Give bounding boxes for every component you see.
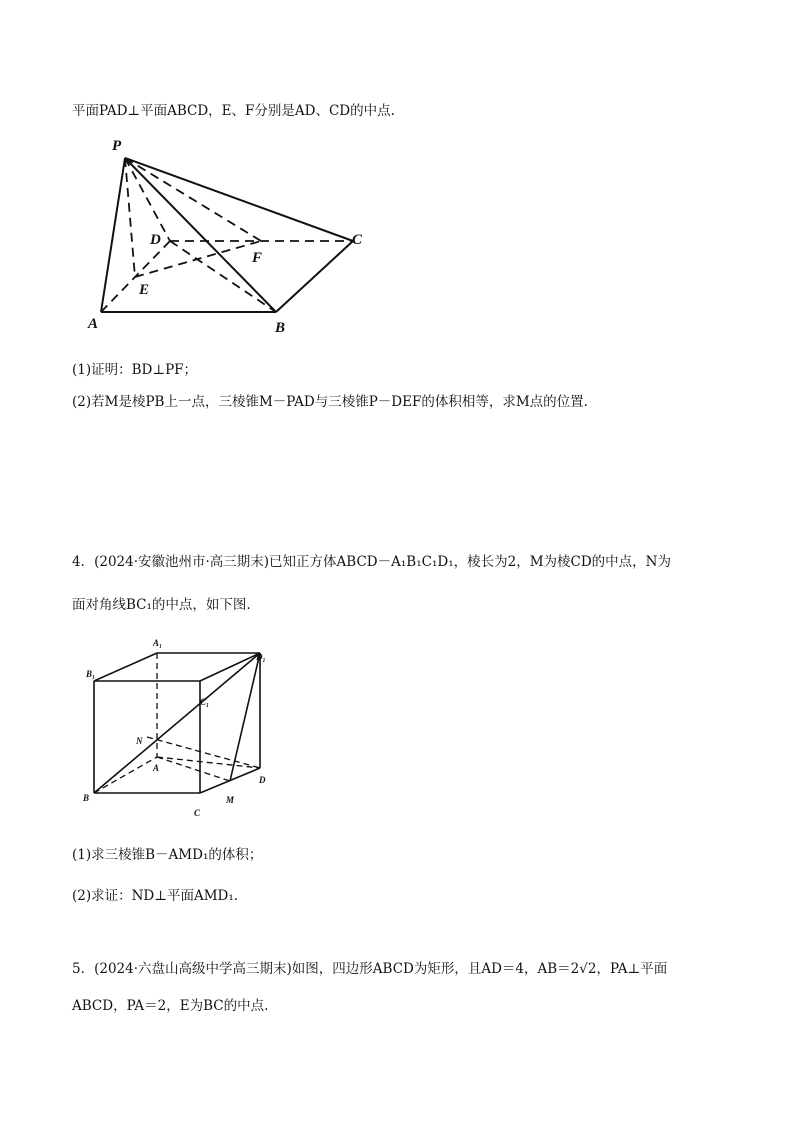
- diag-BD1: [94, 653, 260, 793]
- q4-line2: 面对角线BC₁的中点，如下图.: [72, 597, 251, 613]
- label-C: C: [194, 808, 201, 818]
- label-C: C: [352, 232, 363, 248]
- edge-C1D1: [200, 653, 260, 681]
- label-A: A: [153, 763, 160, 773]
- edge-PE: [125, 158, 135, 277]
- label-C1: C₁: [200, 697, 210, 707]
- pyramid-figure: [80, 138, 380, 338]
- label-A: A: [88, 316, 99, 332]
- label-A1: A₁: [153, 638, 163, 648]
- seg-ND: [147, 737, 260, 768]
- edge-AB: [94, 757, 160, 793]
- label-D: D: [259, 775, 266, 785]
- q4-part2: (2)求证：ND⊥平面AMD₁.: [72, 888, 239, 904]
- edge-B1A1: [94, 653, 157, 681]
- label-N: N: [136, 736, 143, 746]
- label-P: P: [112, 138, 122, 154]
- label-B: B: [83, 793, 90, 803]
- label-F: F: [252, 250, 263, 266]
- edge-PD: [125, 158, 170, 241]
- label-B1: B₁: [86, 669, 96, 679]
- label-E: E: [139, 282, 150, 298]
- edge-AD: [157, 757, 260, 768]
- edge-PC: [125, 158, 353, 241]
- label-D1: D₁: [256, 652, 266, 662]
- q4-part1: (1)求三棱锥B－AMD₁的体积；: [72, 847, 263, 863]
- edge-BC: [276, 241, 353, 312]
- q3-part1: (1)证明：BD⊥PF；: [72, 362, 198, 378]
- edge-PA: [101, 158, 125, 312]
- q4-line1: 4．(2024·安徽池州市·高三期末)已知正方体ABCD－A₁B₁C₁D₁，棱长为2，M为棱CD的中点，N为: [72, 554, 671, 570]
- q3-intro: 平面PAD⊥平面ABCD，E、F分别是AD、CD的中点.: [72, 103, 395, 119]
- seg-AM: [157, 757, 230, 781]
- label-D: D: [150, 232, 161, 248]
- q5-line2: ABCD，PA＝2，E为BC的中点.: [72, 998, 269, 1014]
- q3-part2: (2)若M是棱PB上一点，三棱锥M－PAD与三棱锥P－DEF的体积相等，求M点的位置.: [72, 394, 588, 410]
- label-M: M: [226, 795, 235, 805]
- cube-figure: [80, 633, 280, 823]
- seg-MD1: [230, 653, 260, 781]
- label-B: B: [275, 320, 286, 336]
- q5-line1: 5．(2024·六盘山高级中学高三期末)如图，四边形ABCD为矩形，且AD＝4，AB＝2√2，PA⊥平面: [72, 961, 668, 977]
